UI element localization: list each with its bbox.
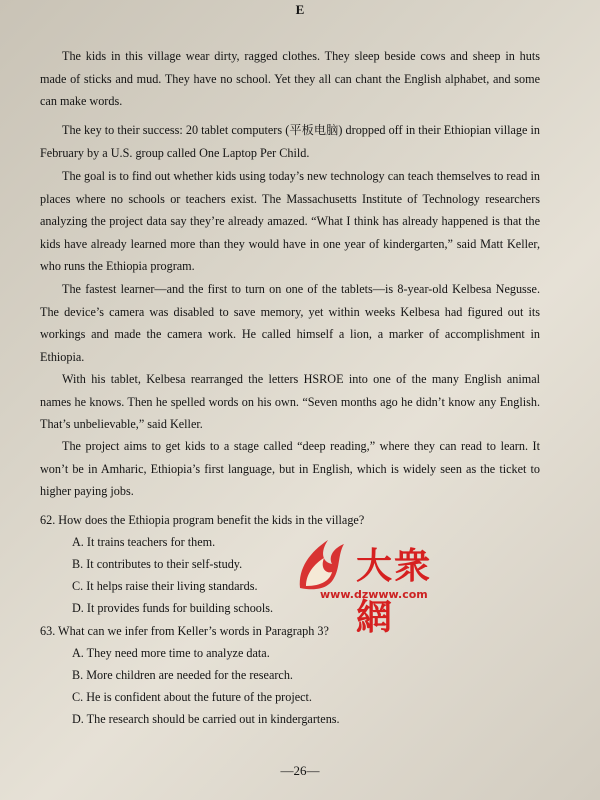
question-62-option-c[interactable]: C. It helps raise their living standards. <box>72 579 258 593</box>
watermark-logo <box>292 530 462 638</box>
question-62-stem: 62. How does the Ethiopia program benefit the kids in the village? <box>40 513 365 527</box>
question-63-stem: 63. What can we infer from Keller’s words in Paragraph 3? <box>40 624 329 638</box>
question-63-option-c[interactable]: C. He is confident about the future of the project. <box>72 690 312 704</box>
paragraph-5 <box>40 368 540 436</box>
section-letter: E <box>295 2 305 17</box>
flame-icon <box>292 534 354 596</box>
paragraph-text: With his tablet, Kelbesa rearranged the letters HSROE into one of the many English animal names he knows. Then he spelled words on his own. “Seven months ago he didn’t know any English. That’s unbelievable,” said Keller. <box>40 372 540 431</box>
question-62-option-b[interactable]: B. It contributes to their self-study. <box>72 557 243 571</box>
paragraph-text: The key to their success: 20 tablet computers (平板电脑) dropped off in their Ethiopian village in February by a U.S. group called One Laptop Per Child. <box>40 123 540 160</box>
watermark-url: www.dzwww.com <box>320 588 428 601</box>
question-63-option-d[interactable]: D. The research should be carried out in kindergartens. <box>72 712 340 726</box>
page-number: —26— <box>280 763 320 778</box>
paragraph-1 <box>40 45 540 113</box>
paragraph-text: The project aims to get kids to a stage called “deep reading,” where they can read to learn. It won’t be in Amharic, Ethiopia’s first language, but in English, which is widely seen as the ticket to higher paying jobs. <box>40 439 540 498</box>
paragraph-6 <box>40 435 540 503</box>
paragraph-text: The fastest learner—and the first to turn on one of the tablets—is 8-year-old Kelbesa Negusse. The device’s camera was disabled to save memory, yet within weeks Kelbesa had figured out its workings and made the camera work. He called himself a lion, a marker of accomplishment in Ethiopia. <box>40 282 540 364</box>
paragraph-2 <box>40 119 540 164</box>
question-62-option-a[interactable]: A. It trains teachers for them. <box>72 535 216 549</box>
question-62-option-d[interactable]: D. It provides funds for building schools. <box>72 601 274 615</box>
watermark-text: 大衆網 <box>356 546 433 638</box>
paragraph-4 <box>40 278 540 368</box>
paragraph-text: The goal is to find out whether kids using today’s new technology can teach themselves to read in places where no schools or teachers exist. The Massachusetts Institute of Technology researchers analyzing the project data say they’re already amazed. “What I think has already happened is that the kids have already learned more than they would have in one year of kindergarten,” said Matt Keller, who runs the Ethiopia program. <box>40 169 540 273</box>
paragraph-text: The kids in this village wear dirty, ragged clothes. They sleep beside cows and sheep in huts made of sticks and mud. They have no school. Yet they all can chant the English alphabet, and some can make words. <box>40 49 540 108</box>
paragraph-3 <box>40 165 540 278</box>
question-63-option-a[interactable]: A. They need more time to analyze data. <box>72 646 270 660</box>
question-63-option-b[interactable]: B. More children are needed for the research. <box>72 668 293 682</box>
